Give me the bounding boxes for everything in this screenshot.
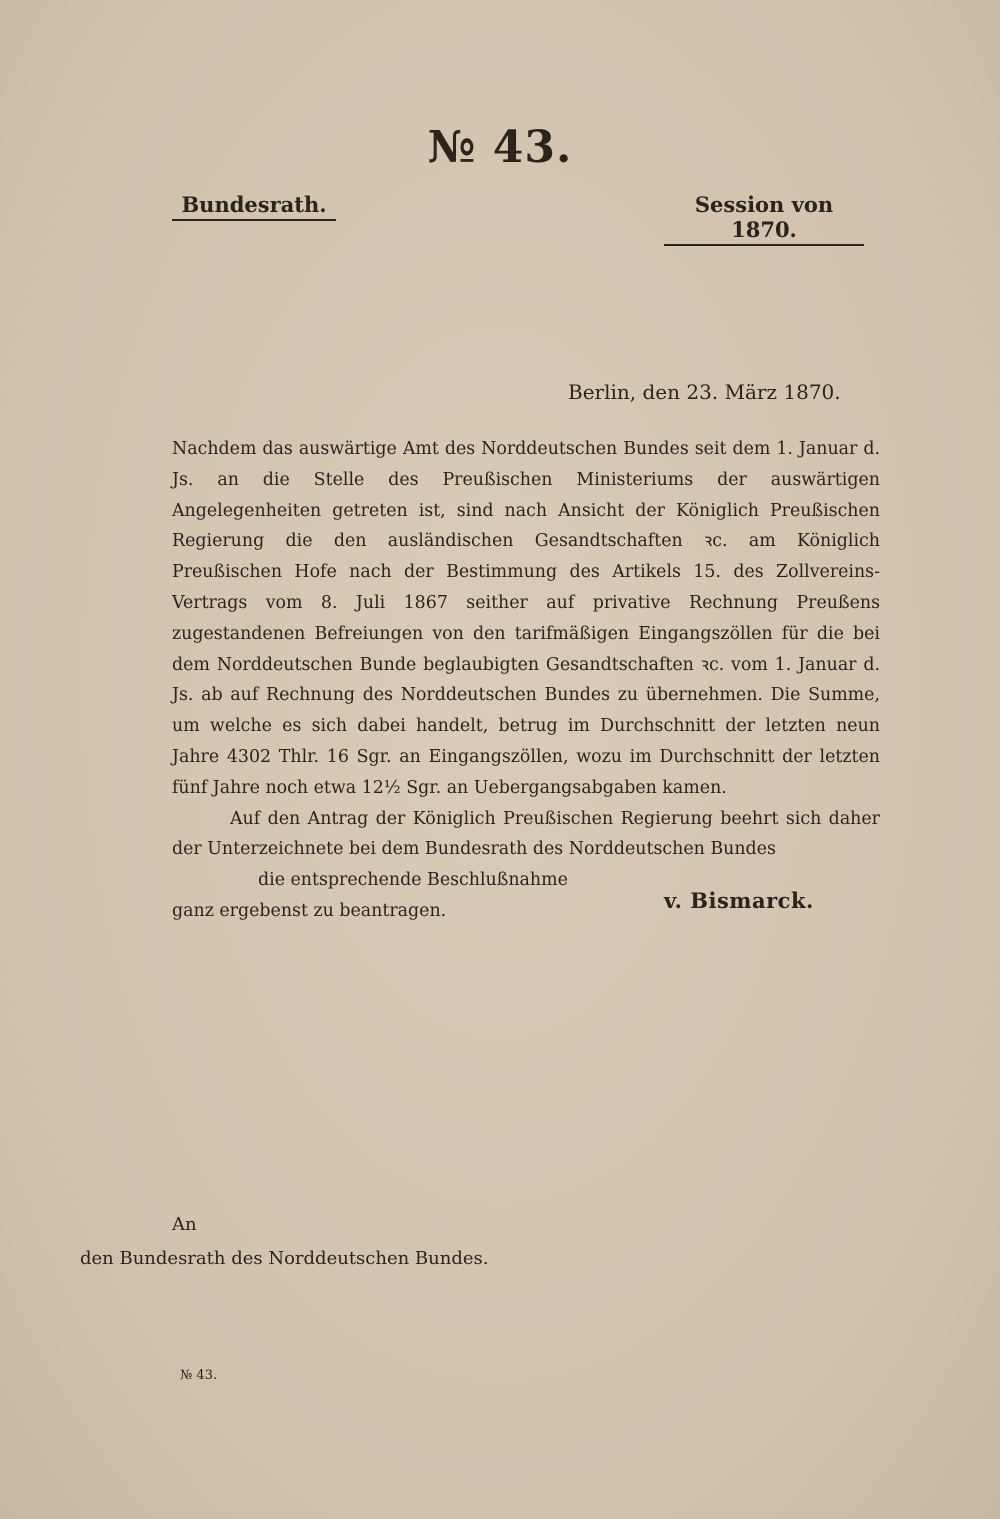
closing-line: ganz ergebenst zu beantragen. — [172, 900, 447, 921]
footer-document-number: № 43. — [180, 1368, 218, 1383]
document-number: № 43. — [427, 122, 573, 173]
header-session: Session von 1870. — [664, 192, 864, 246]
letter-body — [172, 434, 880, 927]
addressee-block — [80, 1208, 580, 1276]
dateline: Berlin, den 23. März 1870. — [568, 380, 841, 404]
paragraph-2: Auf den Antrag der Königlich Preußischen Regierung beehrt sich daher der Unterzeichnete bei dem Bundesrath des Norddeutschen Bundes — [172, 808, 880, 860]
paragraph-1: Nachdem das auswärtige Amt des Norddeutschen Bundes seit dem 1. Januar d. Js. an die Stelle des Preußischen Ministeriums der auswärtigen Angelegenheiten getreten ist, sind nach Ansicht der Königlich Preußischen Regierung die den ausländischen Gesandtschaften ꝛc. am Königlich Preußischen Hofe nach der Bestimmung des Artikels 15. des Zollvereins-Vertrags vom 8. Juli 1867 seither auf privative Rechnung Preußens zugestandenen Befreiungen von den tarifmäßigen Eingangszöllen für die bei dem Norddeutschen Bunde beglaubigten Gesandtschaften ꝛc. vom 1. Januar d. Js. ab auf Rechnung des Norddeutschen Bundes zu übernehmen. Die Summe, um welche es sich dabei handelt, betrug im Durchschnitt der letzten neun Jahre 4302 Thlr. 16 Sgr. an Eingangszöllen, wozu im Durchschnitt der letzten fünf Jahre noch etwa 12½ Sgr. an Uebergangsabgaben kamen. — [172, 439, 880, 798]
request-line: die entsprechende Beschlußnahme — [258, 870, 568, 891]
addressee-line-1: An — [172, 1214, 197, 1235]
signature: v. Bismarck. — [664, 888, 814, 913]
addressee-line-2: den Bundesrath des Norddeutschen Bundes. — [80, 1248, 489, 1269]
header-body-name: Bundesrath. — [172, 192, 336, 221]
